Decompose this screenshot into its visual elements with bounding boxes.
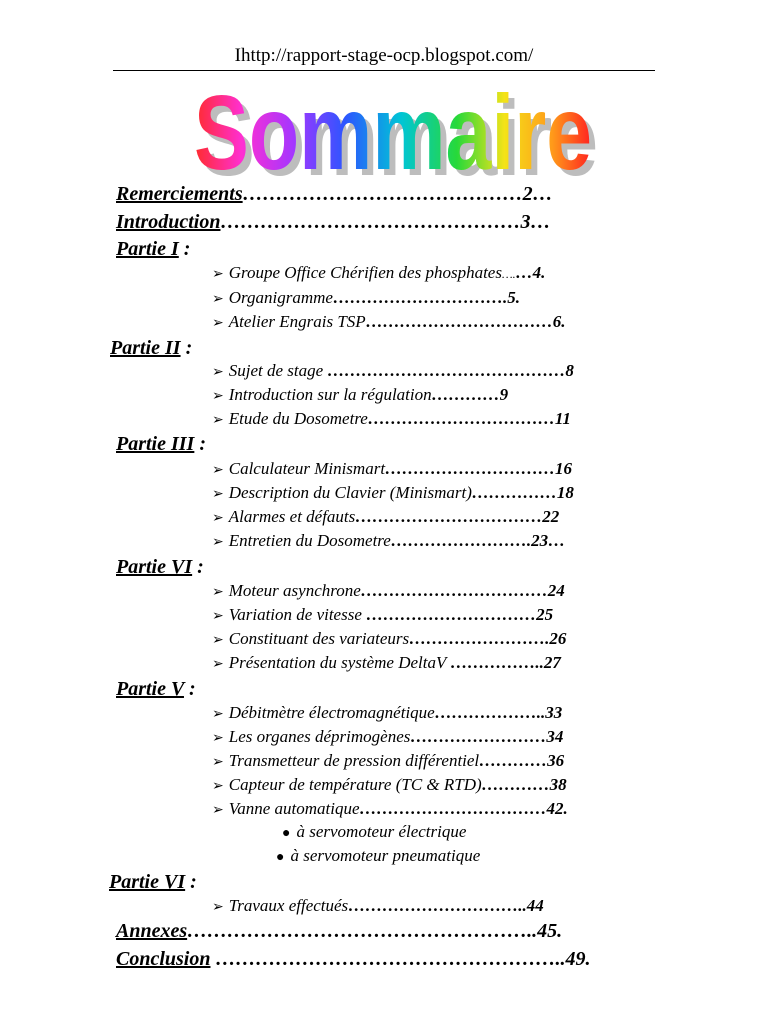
toc-section-partie-1: Partie I : bbox=[116, 238, 191, 260]
arrow-bullet-icon: ➢ bbox=[212, 900, 224, 915]
header-url: Ihttp://rapport-stage-ocp.blogspot.com/ bbox=[234, 45, 534, 66]
arrow-bullet-icon: ➢ bbox=[212, 803, 224, 818]
toc-section-partie-5: Partie V : bbox=[116, 678, 196, 700]
arrow-bullet-icon: ➢ bbox=[212, 707, 224, 722]
toc-item[interactable]: ➢ Sujet de stage ……………………………………8 bbox=[212, 361, 574, 380]
toc-entry-conclusion[interactable]: Conclusion ……………………………………………..49. bbox=[116, 948, 591, 970]
toc-item[interactable]: ➢ Travaux effectués…………………………..44 bbox=[212, 896, 544, 915]
toc-section-partie-3: Partie III : bbox=[116, 433, 207, 455]
arrow-bullet-icon: ➢ bbox=[212, 535, 224, 550]
arrow-bullet-icon: ➢ bbox=[212, 731, 224, 746]
arrow-bullet-icon: ➢ bbox=[212, 487, 224, 502]
toc-entry-introduction[interactable]: Introduction………………………………………3… bbox=[116, 211, 551, 233]
bullet-dot-icon: ● bbox=[276, 850, 285, 865]
toc-item[interactable]: ➢ Etude du Dosometre……………………………11 bbox=[212, 409, 571, 428]
toc-subitem[interactable]: ● à servomoteur électrique bbox=[282, 822, 467, 841]
toc-item[interactable]: ➢ Transmetteur de pression différentiel…………36 bbox=[212, 751, 565, 770]
bullet-dot-icon: ● bbox=[282, 826, 291, 841]
arrow-bullet-icon: ➢ bbox=[212, 779, 224, 794]
arrow-bullet-icon: ➢ bbox=[212, 292, 224, 307]
toc-entry-remerciements[interactable]: Remerciements……………………………………2… bbox=[116, 183, 553, 205]
arrow-bullet-icon: ➢ bbox=[212, 389, 224, 404]
toc-item[interactable]: ➢ Groupe Office Chérifien des phosphates….…4. bbox=[212, 263, 546, 282]
toc-item[interactable]: ➢ Constituant des variateurs…………………….26 bbox=[212, 629, 567, 648]
toc-item[interactable]: ➢ Calculateur Minismart…………………………16 bbox=[212, 459, 573, 478]
toc-item[interactable]: ➢ Alarmes et défauts……………………………22 bbox=[212, 507, 560, 526]
arrow-bullet-icon: ➢ bbox=[212, 609, 224, 624]
toc-item[interactable]: ➢ Débitmètre électromagnétique………………..33 bbox=[212, 703, 563, 722]
toc-item[interactable]: ➢ Vanne automatique……………………………42. bbox=[212, 799, 568, 818]
arrow-bullet-icon: ➢ bbox=[212, 755, 224, 770]
toc-item[interactable]: ➢ Introduction sur la régulation…………9 bbox=[212, 385, 509, 404]
toc-item[interactable]: ➢ Variation de vitesse …………………………25 bbox=[212, 605, 554, 624]
toc-subitem[interactable]: ● à servomoteur pneumatique bbox=[276, 846, 481, 865]
toc-item[interactable]: ➢ Entretien du Dosometre…………………….23… bbox=[212, 531, 566, 550]
title-text: Sommaire bbox=[194, 76, 592, 192]
arrow-bullet-icon: ➢ bbox=[212, 657, 224, 672]
arrow-bullet-icon: ➢ bbox=[212, 365, 224, 380]
arrow-bullet-icon: ➢ bbox=[212, 413, 224, 428]
toc-item[interactable]: ➢ Moteur asynchrone……………………………24 bbox=[212, 581, 565, 600]
arrow-bullet-icon: ➢ bbox=[212, 511, 224, 526]
toc-section-partie-6: Partie VI : bbox=[109, 871, 197, 893]
toc-item[interactable]: ➢ Les organes déprimogènes……………………34 bbox=[212, 727, 564, 746]
toc-section-partie-4: Partie VI : bbox=[116, 556, 204, 578]
arrow-bullet-icon: ➢ bbox=[212, 463, 224, 478]
toc-entry-annexes[interactable]: Annexes……………………………………………..45. bbox=[116, 920, 563, 942]
toc-item[interactable]: ➢ Organigramme………………………….5. bbox=[212, 288, 520, 307]
arrow-bullet-icon: ➢ bbox=[212, 585, 224, 600]
toc-item[interactable]: ➢ Description du Clavier (Minismart)……………18 bbox=[212, 483, 574, 502]
toc-item[interactable]: ➢ Présentation du système DeltaV ……………..27 bbox=[212, 653, 561, 672]
toc-item[interactable]: ➢ Capteur de température (TC & RTD)…………38 bbox=[212, 775, 567, 794]
toc-section-partie-2: Partie II : bbox=[110, 337, 193, 359]
title-shadow: Sommaire bbox=[200, 80, 598, 194]
arrow-bullet-icon: ➢ bbox=[212, 633, 224, 648]
arrow-bullet-icon: ➢ bbox=[212, 316, 224, 331]
toc-item[interactable]: ➢ Atelier Engrais TSP……………………………6. bbox=[212, 312, 566, 331]
arrow-bullet-icon: ➢ bbox=[212, 267, 224, 282]
